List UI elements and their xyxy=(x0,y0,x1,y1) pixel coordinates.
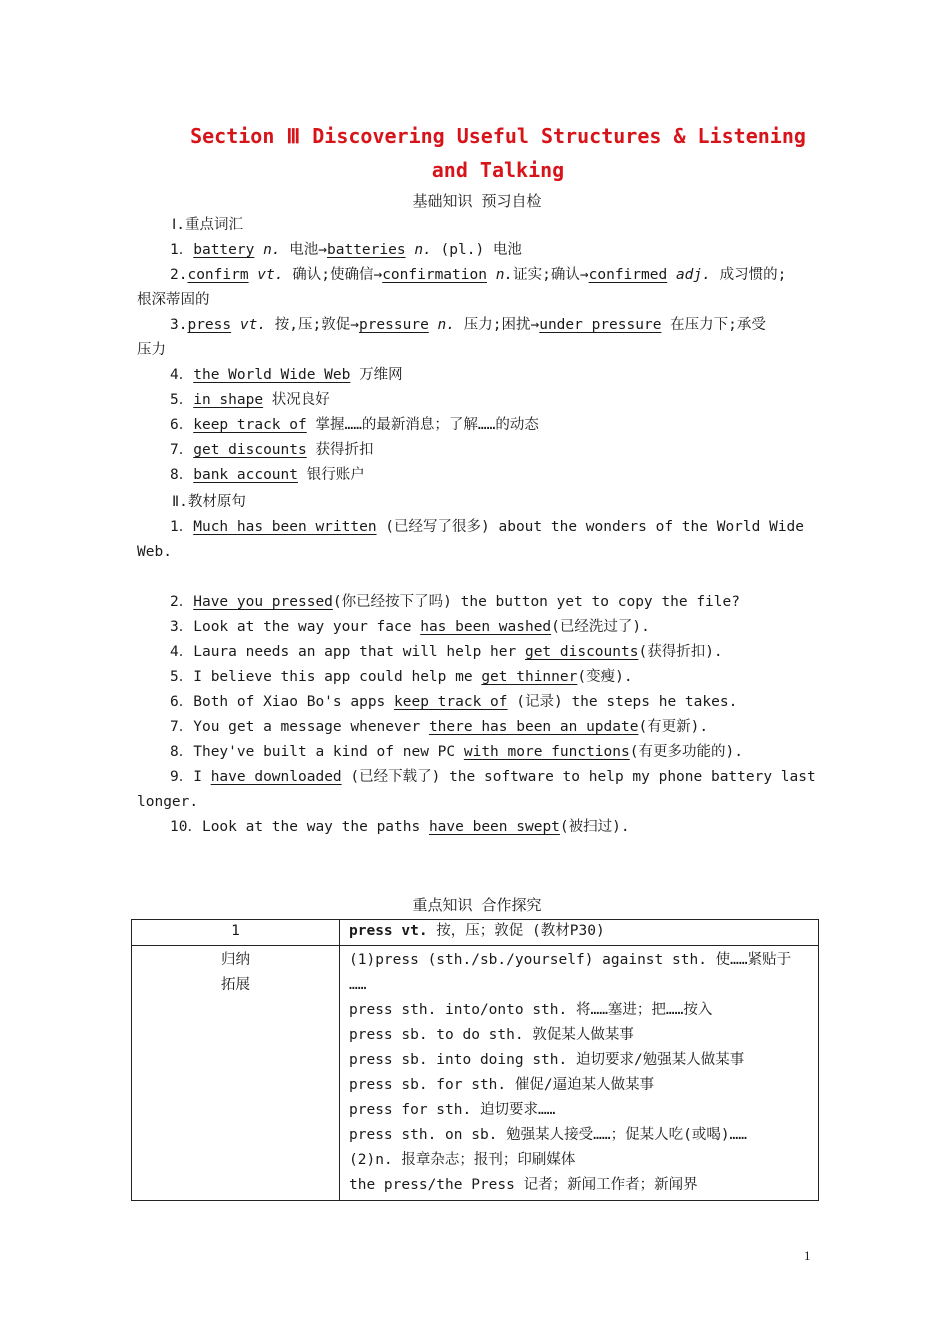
sentence-text: Look at the way your face xyxy=(193,619,421,635)
item-number: 3. xyxy=(170,317,188,333)
vocab-meaning: 成习惯的; xyxy=(710,267,787,283)
sentence-text: (有更多功能的). xyxy=(629,744,743,760)
vocab-word: confirmed xyxy=(588,267,668,283)
vocab-word: pressure xyxy=(358,317,429,333)
expansion-line: press for sth. 迫切要求…… xyxy=(349,1102,556,1118)
expansion-line: (1)press (sth./sb./yourself) against sth. 使……紧贴于 xyxy=(349,952,792,968)
sentence-text: (被扫过). xyxy=(559,819,630,835)
vocab-word: in shape xyxy=(193,392,264,408)
label-line: 归纳 xyxy=(221,952,250,968)
vocab-meaning: 获得折扣 xyxy=(306,442,374,458)
vocab-word: battery xyxy=(193,242,255,258)
vocab-meaning: 证实;确认→ xyxy=(513,267,589,283)
sentence-blank: have downloaded xyxy=(210,769,342,785)
part-of-speech: vt. xyxy=(231,317,267,333)
sentence-text: They've built a kind of new PC xyxy=(193,744,464,760)
expansion-line: press sb. into doing sth. 迫切要求/勉强某人做某事 xyxy=(349,1052,745,1068)
vocab-meaning: (pl.) 电池 xyxy=(431,242,522,258)
expansion-line: press sb. to do sth. 敦促某人做某事 xyxy=(349,1027,634,1043)
page-title xyxy=(136,119,860,187)
item-number: 5． xyxy=(170,392,194,408)
sentence-text: Both of Xiao Bo's apps xyxy=(193,694,395,710)
section2-heading: 重点知识 合作探究 xyxy=(412,896,542,914)
vocab-word: batteries xyxy=(327,242,406,258)
table-num-cell: 1 xyxy=(132,920,340,946)
sentence-text: (已经写了很多) about the wonders of the World Wide xyxy=(376,519,805,535)
sentence-item xyxy=(170,617,650,637)
sentence-blank: get thinner xyxy=(481,669,578,685)
item-number: 1． xyxy=(170,519,194,535)
item-number: 8． xyxy=(170,467,194,483)
vocab-word: under pressure xyxy=(539,317,662,333)
sentence-item xyxy=(170,667,633,687)
item-number: 8． xyxy=(170,744,194,760)
head-word: press vt. xyxy=(349,923,428,939)
sentence-blank: have been swept xyxy=(428,819,560,835)
vocab-item-continued xyxy=(137,340,166,360)
vocab-item xyxy=(170,365,403,385)
item-number: 6． xyxy=(170,417,194,433)
expansion-line: (2)n. 报章杂志；报刊；印刷媒体 xyxy=(349,1152,576,1168)
item-number: 2. xyxy=(170,267,188,283)
vocab-meaning: 银行账户 xyxy=(298,467,365,483)
sentence-item xyxy=(170,767,816,787)
head-rest: 按，压；敦促 (教材P30) xyxy=(427,923,605,939)
item-number: 1． xyxy=(170,242,194,258)
vocab-word: confirmation xyxy=(382,267,487,283)
sentence-item xyxy=(170,817,630,837)
part-of-speech: vt. xyxy=(248,267,284,283)
sentence-text: (记录) the steps he takes. xyxy=(507,694,738,710)
label-line: 拓展 xyxy=(221,977,250,993)
item-number: 2． xyxy=(170,594,194,610)
sentence-continuation: longer. xyxy=(137,794,199,810)
sentence-blank: get discounts xyxy=(524,644,639,660)
vocab-word: confirm xyxy=(187,267,249,283)
vocab-item-continued xyxy=(137,290,210,310)
sentence-item xyxy=(170,592,740,612)
part-of-speech: n. xyxy=(254,242,281,258)
vocab-meaning: 确认;使确信→ xyxy=(283,267,383,283)
vocab-heading: Ⅰ.重点词汇 xyxy=(172,217,244,233)
sentence-text: You get a message whenever xyxy=(193,719,429,735)
sentence-blank: there has been an update xyxy=(428,719,639,735)
vocab-word: the World Wide Web xyxy=(193,367,351,383)
item-number: 3． xyxy=(170,619,194,635)
table-head-cell xyxy=(340,920,819,946)
vocab-item xyxy=(170,240,522,260)
vocab-item xyxy=(170,440,373,460)
sentence-text: (已经下载了) the software to help my phone battery last xyxy=(341,769,816,785)
sentence-blank: keep track of xyxy=(394,694,508,710)
item-number: 4． xyxy=(170,367,194,383)
vocab-meaning: 压力;困扰→ xyxy=(455,317,540,333)
vocab-continuation: 压力 xyxy=(137,342,166,358)
sentence-continued xyxy=(137,542,172,562)
sentence-item xyxy=(170,517,804,537)
vocab-item xyxy=(170,465,365,485)
key-knowledge-table xyxy=(131,919,819,1201)
vocab-word: get discounts xyxy=(193,442,307,458)
vocab-meaning: 掌握……的最新消息；了解……的动态 xyxy=(306,417,539,433)
expansion-line: press sth. on sb. 勉强某人接受……；促某人吃(或喝)…… xyxy=(349,1127,748,1143)
vocab-word: press xyxy=(187,317,232,333)
part-of-speech: n. xyxy=(486,267,514,283)
title-line-1: Section Ⅲ Discovering Useful Structures & Listening xyxy=(190,124,806,148)
item-number: 5． xyxy=(170,669,194,685)
sentence-blank: Have you pressed xyxy=(193,594,333,610)
table-content-cell xyxy=(340,946,819,1201)
vocab-meaning: 在压力下;承受 xyxy=(661,317,766,333)
section1-heading: 基础知识 预习自检 xyxy=(412,192,542,210)
sentence-blank: Much has been written xyxy=(193,519,377,535)
item-number: 7． xyxy=(170,442,194,458)
expansion-line: press sb. for sth. 催促/逼迫某人做某事 xyxy=(349,1077,655,1093)
vocab-meaning: 万维网 xyxy=(350,367,403,383)
item-number: 7． xyxy=(170,719,194,735)
item-number: 4． xyxy=(170,644,194,660)
table-row xyxy=(132,920,819,946)
item-number: 10． xyxy=(170,819,202,835)
part-of-speech: n. xyxy=(405,242,432,258)
vocab-item xyxy=(170,315,766,335)
sentence-text: Laura needs an app that will help her xyxy=(193,644,525,660)
sentence-text: I xyxy=(193,769,211,785)
sentence-continuation: Web. xyxy=(137,544,172,560)
table-label-cell xyxy=(132,946,340,1201)
vocab-word: keep track of xyxy=(193,417,307,433)
sentence-text: (获得折扣). xyxy=(638,644,723,660)
sentence-text: (有更新). xyxy=(638,719,709,735)
title-line-2: and Talking xyxy=(431,158,565,182)
sentence-text: Look at the way the paths xyxy=(201,819,429,835)
sentence-item xyxy=(170,717,708,737)
vocab-item xyxy=(170,390,330,410)
part-of-speech: n. xyxy=(428,317,456,333)
sentence-text: (你已经按下了吗) the button yet to copy the file? xyxy=(332,594,740,610)
sentence-blank: with more functions xyxy=(463,744,630,760)
expansion-line: the press/the Press 记者；新闻工作者；新闻界 xyxy=(349,1177,698,1193)
vocab-word: bank account xyxy=(193,467,298,483)
sentence-item xyxy=(170,642,723,662)
sentence-blank: has been washed xyxy=(420,619,552,635)
item-number: 6． xyxy=(170,694,194,710)
sentence-text: (变瘦). xyxy=(577,669,633,685)
vocab-continuation: 根深蒂固的 xyxy=(137,292,210,308)
sentence-item xyxy=(170,692,737,712)
expansion-line: …… xyxy=(349,977,367,993)
sentence-continued xyxy=(137,792,198,812)
vocab-meaning: 状况良好 xyxy=(263,392,330,408)
sentences-heading: Ⅱ.教材原句 xyxy=(172,494,246,510)
vocab-item xyxy=(170,415,539,435)
vocab-meaning: 电池→ xyxy=(280,242,328,258)
sentence-item xyxy=(170,742,743,762)
part-of-speech: adj. xyxy=(667,267,711,283)
expansion-line: press sth. into/onto sth. 将……塞进；把……按入 xyxy=(349,1002,713,1018)
item-number: 9． xyxy=(170,769,194,785)
vocab-item xyxy=(170,265,786,285)
sentence-text: I believe this app could help me xyxy=(193,669,482,685)
page-number: 1 xyxy=(804,1248,811,1263)
vocab-meaning: 按,压;敦促→ xyxy=(266,317,359,333)
sentence-text: (已经洗过了). xyxy=(551,619,650,635)
table-row xyxy=(132,946,819,1201)
